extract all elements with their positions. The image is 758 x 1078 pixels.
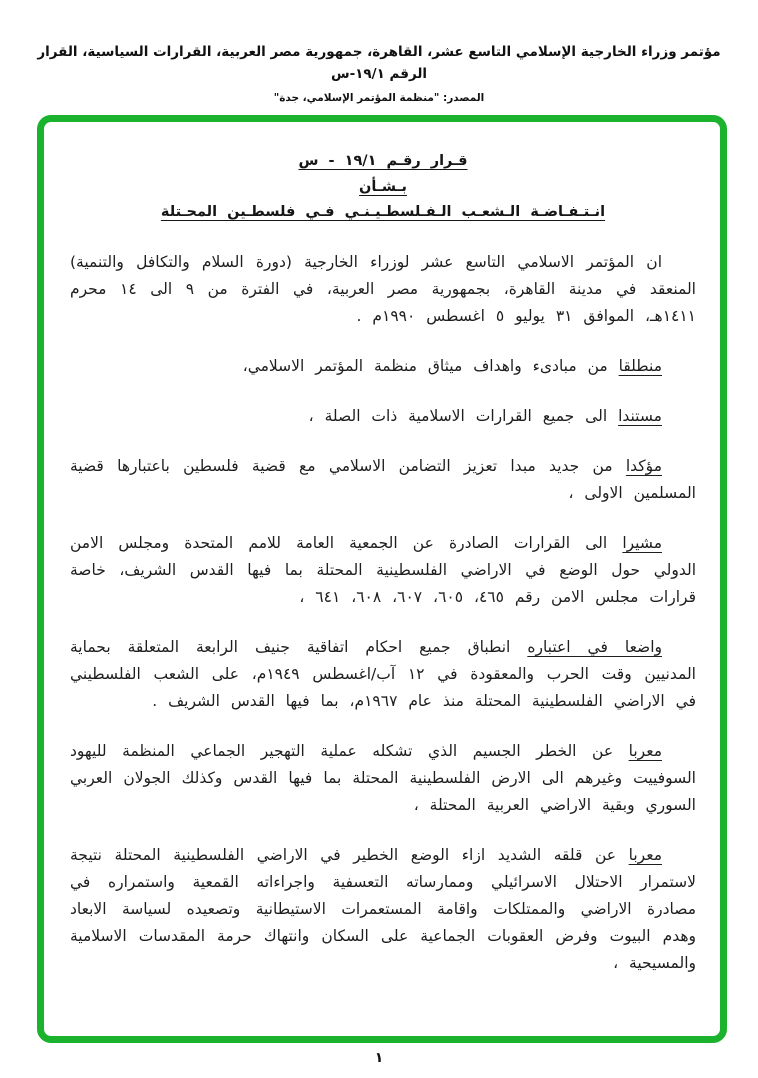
paragraph-lead-word: منطلقا (618, 356, 662, 375)
paragraph-lead-word: معربا (628, 741, 662, 760)
paragraph-text: الى القرارات الصادرة عن الجمعية العامة للامم المتحدة ومجلس الامن الدولي حول الوضع في الاراضي الفلسطينية المحتلة بما فيها القدس الشريف، خاصة قرارات مجلس الامن رقم ٤٦٥، ٦٠٥، ٦٠٧، ٦٠٨، ٦٤١ ، (70, 533, 696, 606)
paragraph-muriban-concern (70, 842, 696, 977)
paragraph-lead-word: معربا (628, 845, 662, 864)
paragraph-muakkidan (70, 453, 696, 507)
paragraph-muntaliqan (70, 353, 696, 380)
paragraph-preamble (70, 249, 696, 330)
green-document-frame (37, 115, 727, 1043)
paragraph-text: من جديد مبدا تعزيز التضامن الاسلامي مع قضية فلسطين باعتبارها قضية المسلمين الاولى ، (70, 456, 696, 502)
header-source-line: المصدر: "منظمة المؤتمر الإسلامي، جدة" (273, 92, 485, 105)
paragraph-text: الى جميع القرارات الاسلامية ذات الصلة ، (308, 406, 619, 425)
resolution-number-title: قـرار رقـم ١٩/١ - س (298, 153, 468, 169)
header-citation: مؤتمر وزراء الخارجية الإسلامي التاسع عشر، القاهرة، جمهورية مصر العربية، القرارات السياسية، القرار الرقم ١٩/١-س (37, 44, 721, 82)
paragraph-mustanidan (70, 403, 696, 430)
paragraph-text: ان المؤتمر الاسلامي التاسع عشر لوزراء الخارجية (دورة السلام والتكافل والتنمية) المنعقد في مدينة القاهرة، بجمهورية مصر العربية، في الفترة من ٩ الى ١٤ محرم ١٤١١هـ، الموافق ٣١ يوليو ٥ اغسطس ١٩٩٠م . (70, 252, 696, 325)
paragraph-wadian (70, 634, 696, 715)
page-number: ١ (374, 1050, 384, 1066)
paragraph-lead-word: مشيرا (622, 533, 662, 552)
resolution-title-block (70, 152, 696, 229)
resolution-body (44, 122, 720, 1036)
document-header (20, 42, 738, 104)
paragraph-text: عن قلقه الشديد ازاء الوضع الخطير في الاراضي الفلسطينية المحتلة نتيجة لاستمرار الاحتلال الاسرائيلي وممارساته التعسفية واجراءاته القمعية واستمراره في مصادرة الاراضي والممتلكات واقامة المستعمرات الاستيطانية وتصعيده لسياسة الابعاد وهدم البيوت وفرض العقوبات الجماعية على السكان وانتهاك حرمة المقدسات الاسلامية والمسيحية ، (70, 845, 696, 972)
resolution-subject-title: انـتـفـاضـة الـشعـب الـفـلسطـيـنـي فـي فلسطـين المحـتلة (160, 204, 606, 220)
paragraph-lead-word: مستندا (618, 406, 662, 425)
paragraph-text: من مبادىء واهداف ميثاق منظمة المؤتمر الاسلامي، (242, 356, 619, 375)
paragraph-muriban-danger (70, 738, 696, 819)
resolution-regarding-label: بـشـأن (359, 178, 407, 195)
paragraph-lead-word: واضعا في اعتباره (527, 637, 662, 656)
paragraph-text: انطباق جميع احكام اتفاقية جنيف الرابعة المتعلقة بحماية المدنيين وقت الحرب والمعقودة في ١٢ آب/اغسطس ١٩٤٩م، على الشعب الفلسطيني في الاراضي الفلسطينية المحتلة منذ عام ١٩٦٧م، بما فيها القدس الشريف . (70, 637, 696, 710)
paragraph-mushiran (70, 530, 696, 611)
resolution-paragraphs (70, 249, 696, 977)
paragraph-lead-word: مؤكدا (625, 456, 662, 475)
paragraph-text: عن الخطر الجسيم الذي تشكله عملية التهجير الجماعي المنظمة لليهود السوفييت وغيرهم الى الارض الفلسطينية المحتلة بما فيها القدس وكذلك الجولان العربي السوري وبقية الاراضي العربية المحتلة ، (70, 741, 696, 814)
